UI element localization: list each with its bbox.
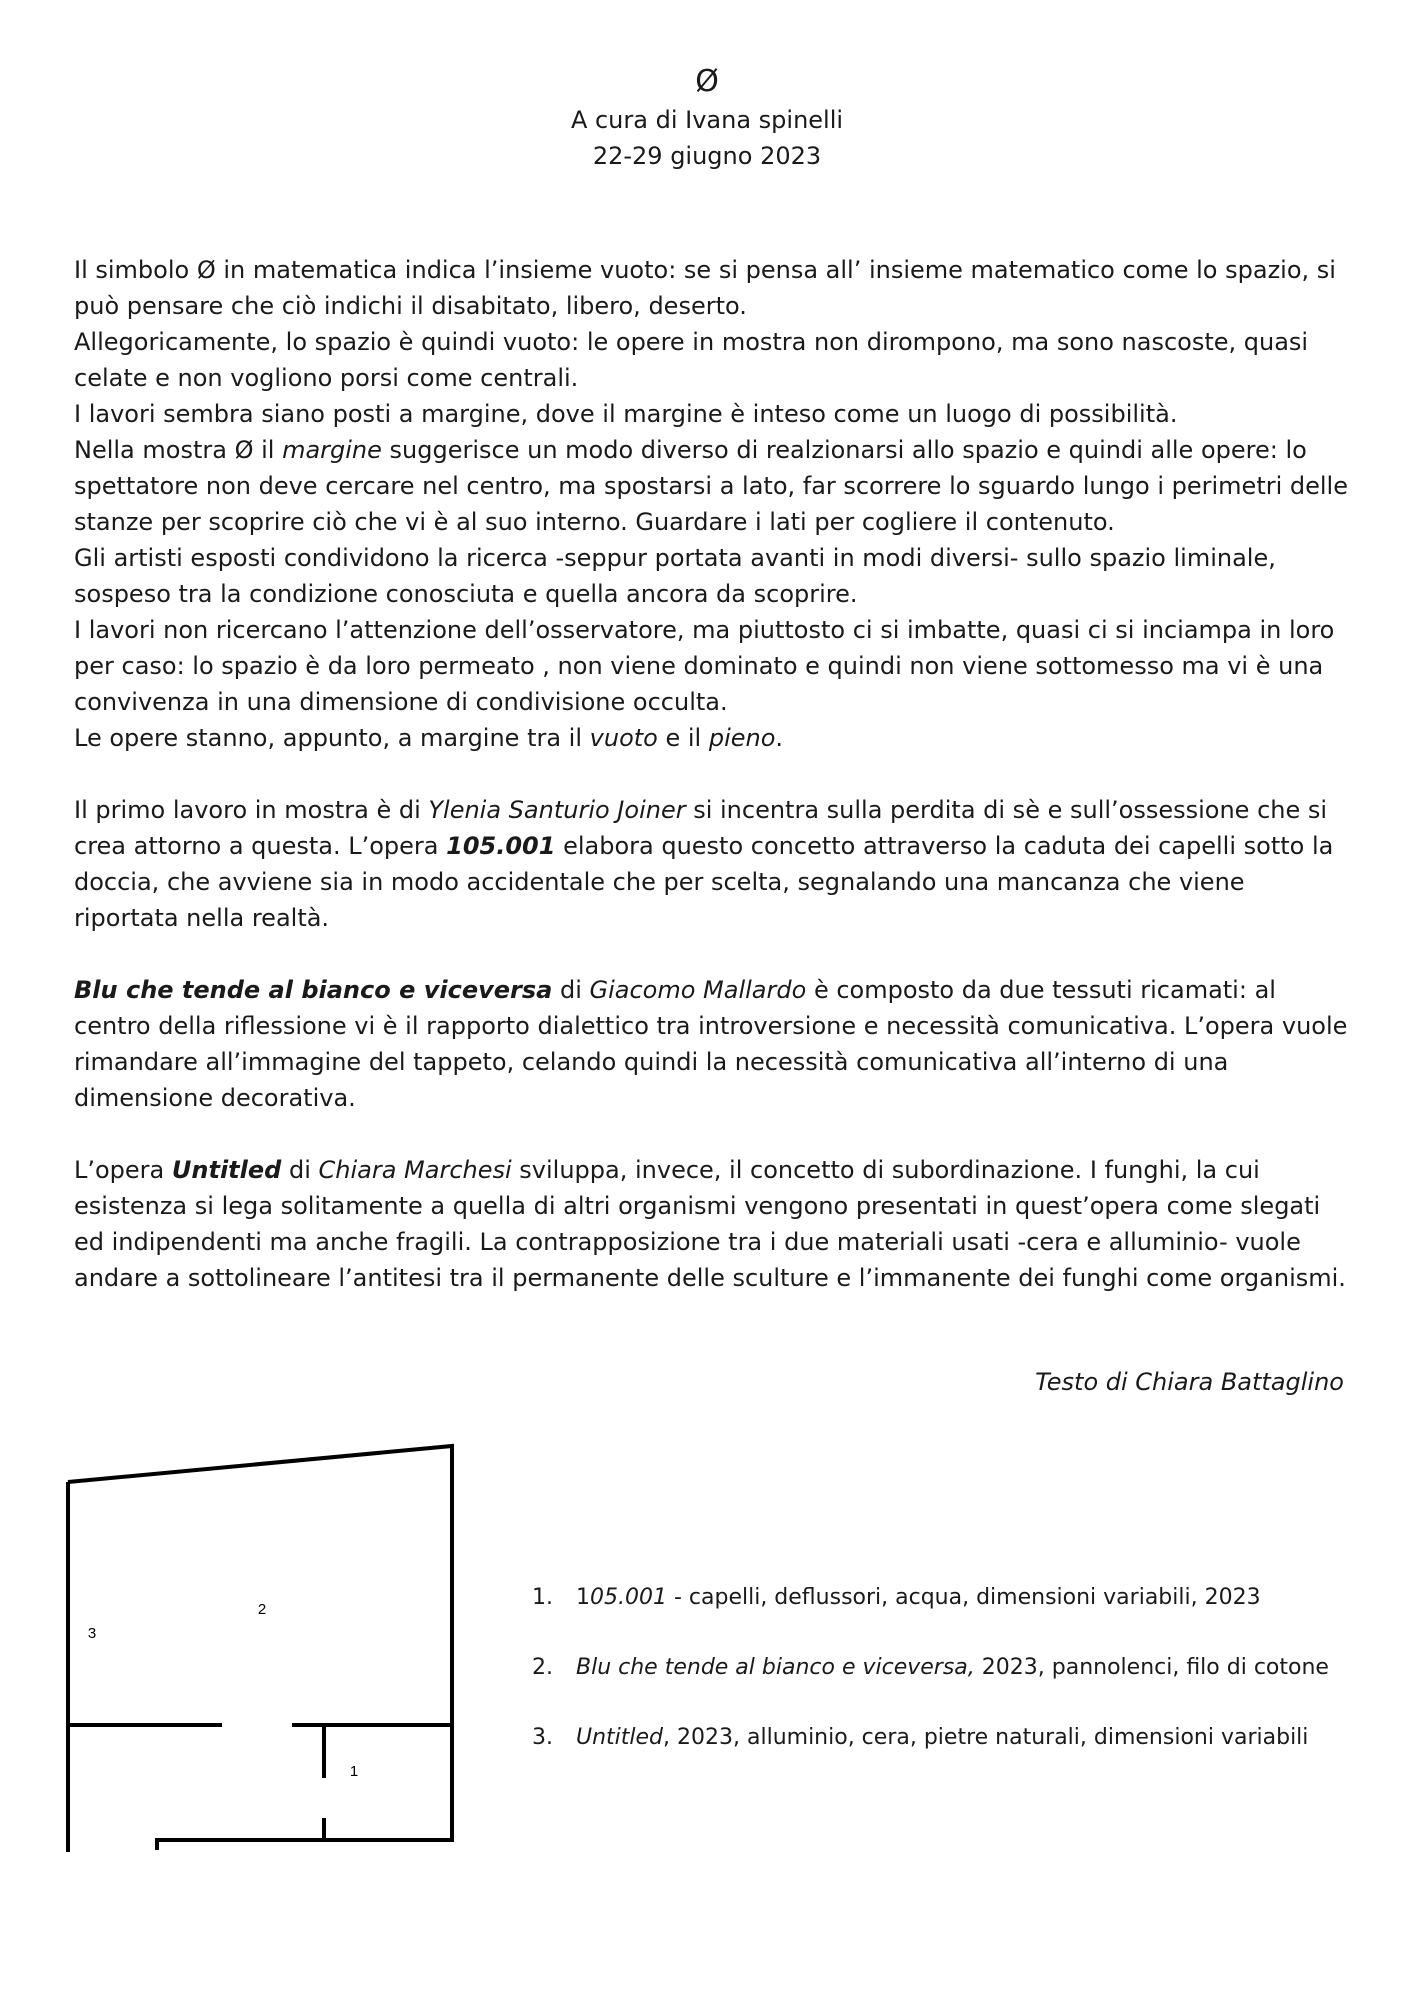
work-details: - capelli, deflussori, acqua, dimensioni variabili, 2023 [666, 1585, 1261, 1610]
outer-wall [68, 1446, 452, 1850]
work-details: 2023, pannolenci, filo di cotone [974, 1655, 1329, 1680]
date-line: 22-29 giugno 2023 [592, 142, 822, 170]
text-run: Le opere stanno, appunto, a margine tra il [74, 724, 590, 752]
exhibition-title: Ø [695, 64, 719, 99]
artist-name: Ylenia Santurio Joiner [428, 796, 686, 824]
work-title: 05.001 [590, 1585, 667, 1610]
emphasis-pieno: pieno [708, 724, 776, 752]
text-run: di [552, 976, 590, 1004]
work1-paragraph [74, 792, 1349, 936]
text-run: sviluppa, invece, il concetto di subordinazione. I funghi, la cui esistenza si lega solitamente a quella di altri organismi vengono presentati in quest’opera come slegati ed indipendenti ma anche fragili. La contrapposizione tra i due materiali usati -cera e alluminio- vuole andare a sottolineare l’antitesi tra il permanente delle sculture e l’immanente dei funghi come organismi. [74, 1156, 1346, 1292]
intro-paragraph-6: I lavori non ricercano l’attenzione dell’osservatore, ma piuttosto ci si imbatte, quasi ci si inciampa in loro per caso: lo spazio è da loro permeato , non viene dominato e quindi non viene sottomesso ma vi è una convivenza in una dimensione di condivisione occulta. [74, 616, 1335, 716]
artist-name: Chiara Marchesi [318, 1156, 512, 1184]
list-item [532, 1582, 1352, 1614]
list-number: 3. [532, 1725, 553, 1750]
intro-paragraph-2: Allegoricamente, lo spazio è quindi vuoto: le opere in mostra non dirompono, ma sono nascoste, quasi celate e non vogliono porsi come centrali. [74, 328, 1309, 392]
text-run: . [775, 724, 784, 752]
list-text [576, 1652, 1329, 1684]
text-run: Il primo lavoro in mostra è di [74, 796, 429, 824]
floor-plan-label-1: 1 [349, 1763, 359, 1780]
paragraph-gap [74, 936, 1349, 972]
text-run: di [281, 1156, 319, 1184]
list-number: 1. [532, 1585, 553, 1610]
list-text [576, 1722, 1308, 1754]
work-title: Blu che tende al bianco e viceversa [74, 976, 553, 1004]
curatorial-text [74, 252, 1349, 1296]
floor-plan-label-2: 2 [257, 1601, 267, 1618]
work-title: Untitled [171, 1156, 282, 1184]
work3-paragraph [74, 1152, 1349, 1296]
text-run: Nella mostra Ø il [74, 436, 283, 464]
text-credit: Testo di Chiara Battaglino [1035, 1368, 1344, 1396]
text-run: si incentra sulla perdita di sè e sull’ossessione che si crea attorno a questa. L’opera [74, 796, 1328, 860]
intro-paragraph-4 [74, 432, 1349, 540]
work2-paragraph [74, 972, 1349, 1116]
floor-plan-label-3: 3 [87, 1625, 97, 1642]
work-title: 105.001 [446, 832, 556, 860]
work-details: , 2023, alluminio, cera, pietre naturali, dimensioni variabili [663, 1725, 1309, 1750]
paragraph-gap [74, 756, 1349, 792]
text-run: suggerisce un modo diverso di realzionarsi allo spazio e quindi alle opere: lo spettatore non deve cercare nel centro, ma spostarsi a lato, far scorrere lo sguardo lungo i perimetri delle stanze per scoprire ciò che vi è al suo interno. Guardare i lati per cogliere il contenuto. [74, 436, 1348, 536]
text-run: elabora questo concetto attraverso la caduta dei capelli sotto la doccia, che avviene sia in modo accidentale che per scelta, segnalando una mancanza che viene riportata nella realtà. [74, 832, 1334, 932]
work-title: Untitled [576, 1725, 664, 1750]
text-run: e il [657, 724, 709, 752]
intro-paragraph-1: Il simbolo Ø in matematica indica l’insieme vuoto: se si pensa all’ insieme matematico come lo spazio, si può pensare che ciò indichi il disabitato, libero, deserto. [74, 256, 1336, 320]
emphasis-vuoto: vuoto [589, 724, 658, 752]
curator-line: A cura di Ivana spinelli [570, 106, 844, 134]
document-header [0, 62, 1414, 174]
artist-name: Giacomo Mallardo [589, 976, 807, 1004]
list-number: 2. [532, 1655, 553, 1680]
list-item [532, 1722, 1352, 1754]
text-run: 1 [576, 1585, 590, 1610]
intro-paragraph-3: I lavori sembra siano posti a margine, dove il margine è inteso come un luogo di possibilità. [74, 400, 1178, 428]
works-list [532, 1582, 1352, 1792]
paragraph-gap [74, 1116, 1349, 1152]
floor-plan [62, 1440, 462, 1860]
intro-paragraph-5: Gli artisti esposti condividono la ricerca -seppur portata avanti in modi diversi- sullo spazio liminale, sospeso tra la condizione conosciuta e quella ancora da scoprire. [74, 544, 1276, 608]
list-text [576, 1582, 1261, 1614]
text-run: è composto da due tessuti ricamati: al centro della riflessione vi è il rapporto dialettico tra introversione e necessità comunicativa. L’opera vuole rimandare all’immagine del tappeto, celando quindi la necessità comunicativa all’interno di una dimensione decorativa. [74, 976, 1348, 1112]
text-run: L’opera [74, 1156, 172, 1184]
floor-plan-walls [68, 1446, 452, 1852]
emphasis-margine: margine [282, 436, 382, 464]
intro-paragraph-7 [74, 720, 1349, 756]
work-title: Blu che tende al bianco e viceversa, [576, 1655, 975, 1680]
list-item [532, 1652, 1352, 1684]
